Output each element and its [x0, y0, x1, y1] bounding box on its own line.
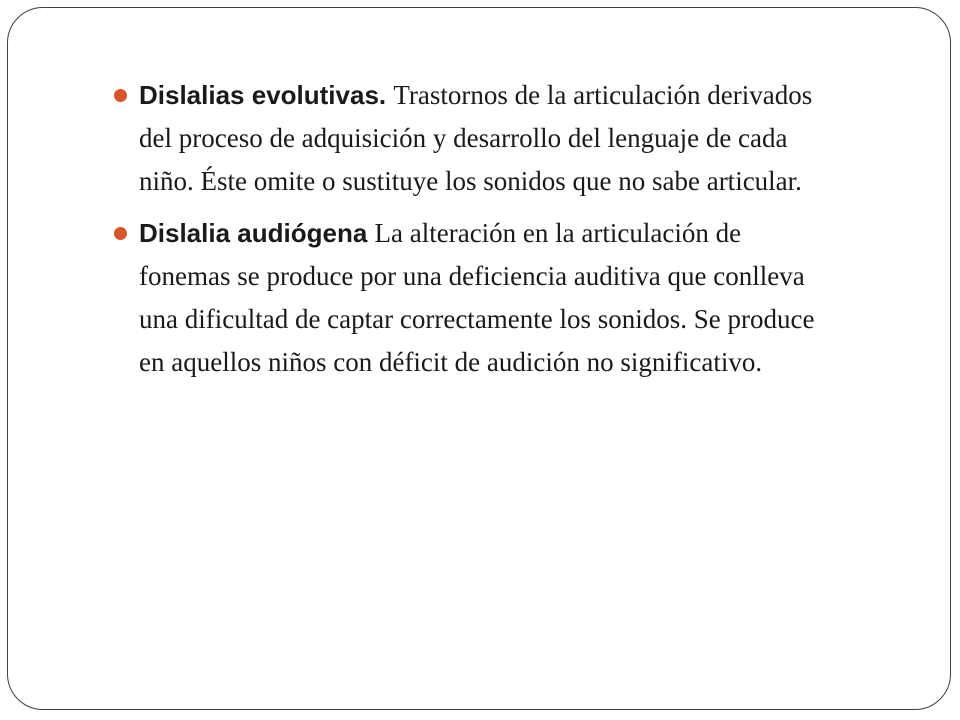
bullet-dot-icon: [114, 89, 127, 102]
bullet-item-dislalias-evolutivas: [108, 74, 838, 203]
bullet-dot-icon: [114, 227, 127, 240]
slide-frame: [7, 7, 951, 710]
bullet-item-dislalia-audiogena: [108, 212, 838, 384]
bullet-term: Dislalias evolutivas.: [139, 80, 394, 110]
bullet-list: [108, 74, 838, 393]
bullet-text: La alteración en la articulación de fonemas se produce por una deficiencia auditiva que conlleva una dificultad de captar correctamente los sonidos. Se produce en aquellos niños con déficit de audición no significativo.: [139, 218, 815, 377]
bullet-term: Dislalia audiógena: [139, 218, 375, 248]
bullet-text: Trastornos de la articulación derivados del proceso de adquisición y desarrollo del lenguaje de cada niño. Éste omite o sustituye los sonidos que no sabe articular.: [139, 80, 813, 196]
